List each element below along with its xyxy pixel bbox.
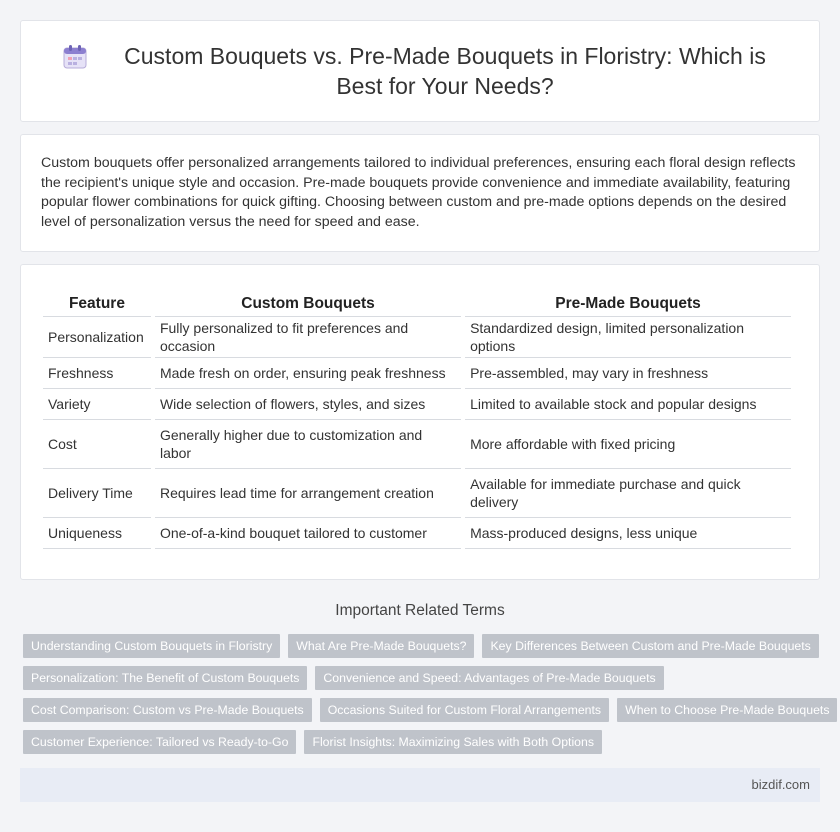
column-header-premade: Pre-Made Bouquets: [465, 289, 791, 317]
feature-cell: Freshness: [43, 358, 151, 389]
footer: [20, 768, 820, 802]
custom-cell: Fully personalized to fit preferences and occasion: [155, 317, 461, 358]
comparison-card: [20, 264, 820, 580]
intro-card: [20, 134, 820, 252]
table-row: [43, 317, 791, 358]
table-row: [43, 469, 791, 518]
custom-cell: Generally higher due to customization and labor: [155, 420, 461, 469]
term-tag[interactable]: Occasions Suited for Custom Floral Arrangements: [320, 698, 609, 722]
column-header-custom: Custom Bouquets: [155, 289, 461, 317]
table-header-row: [43, 289, 791, 317]
table-row: [43, 358, 791, 389]
term-tag[interactable]: Key Differences Between Custom and Pre-Made Bouquets: [482, 634, 818, 658]
term-tag[interactable]: Customer Experience: Tailored vs Ready-to-Go: [23, 730, 296, 754]
term-tag[interactable]: Personalization: The Benefit of Custom Bouquets: [23, 666, 307, 690]
custom-cell: One-of-a-kind bouquet tailored to customer: [155, 518, 461, 549]
premade-cell: Limited to available stock and popular designs: [465, 389, 791, 420]
premade-cell: Pre-assembled, may vary in freshness: [465, 358, 791, 389]
footer-site-link[interactable]: bizdif.com: [751, 777, 810, 792]
term-tag[interactable]: Florist Insights: Maximizing Sales with Both Options: [304, 730, 602, 754]
feature-cell: Uniqueness: [43, 518, 151, 549]
related-terms-title: Important Related Terms: [335, 602, 505, 619]
table-row: [43, 518, 791, 549]
intro-text: Custom bouquets offer personalized arrangements tailored to individual preferences, ensuring each floral design reflects the recipient's unique style and occasion. Pre-made bouquets provide convenience and immediate availability, featuring popular flower combinations for quick gifting. Choosing between custom and pre-made options depends on the desired level of personalization versus the need for speed and ease.: [41, 155, 796, 230]
page-title: Custom Bouquets vs. Pre-Made Bouquets in Floristry: Which is Best for Your Needs?: [124, 43, 766, 99]
term-tag[interactable]: What Are Pre-Made Bouquets?: [288, 634, 474, 658]
premade-cell: Available for immediate purchase and quick delivery: [465, 469, 791, 518]
custom-cell: Wide selection of flowers, styles, and sizes: [155, 389, 461, 420]
premade-cell: More affordable with fixed pricing: [465, 420, 791, 469]
premade-cell: Mass-produced designs, less unique: [465, 518, 791, 549]
feature-cell: Delivery Time: [43, 469, 151, 518]
header-card: [20, 20, 820, 122]
comparison-table: [39, 289, 795, 549]
premade-cell: Standardized design, limited personalization options: [465, 317, 791, 358]
custom-cell: Made fresh on order, ensuring peak freshness: [155, 358, 461, 389]
feature-cell: Cost: [43, 420, 151, 469]
column-header-feature: Feature: [43, 289, 151, 317]
table-row: [43, 389, 791, 420]
custom-cell: Requires lead time for arrangement creation: [155, 469, 461, 518]
feature-cell: Personalization: [43, 317, 151, 358]
related-terms-tags: [23, 634, 830, 762]
term-tag[interactable]: Understanding Custom Bouquets in Floristry: [23, 634, 280, 658]
feature-cell: Variety: [43, 389, 151, 420]
term-tag[interactable]: Cost Comparison: Custom vs Pre-Made Bouquets: [23, 698, 312, 722]
term-tag[interactable]: Convenience and Speed: Advantages of Pre-Made Bouquets: [315, 666, 663, 690]
term-tag[interactable]: When to Choose Pre-Made Bouquets: [617, 698, 837, 722]
calendar-icon: [61, 43, 89, 71]
table-row: [43, 420, 791, 469]
